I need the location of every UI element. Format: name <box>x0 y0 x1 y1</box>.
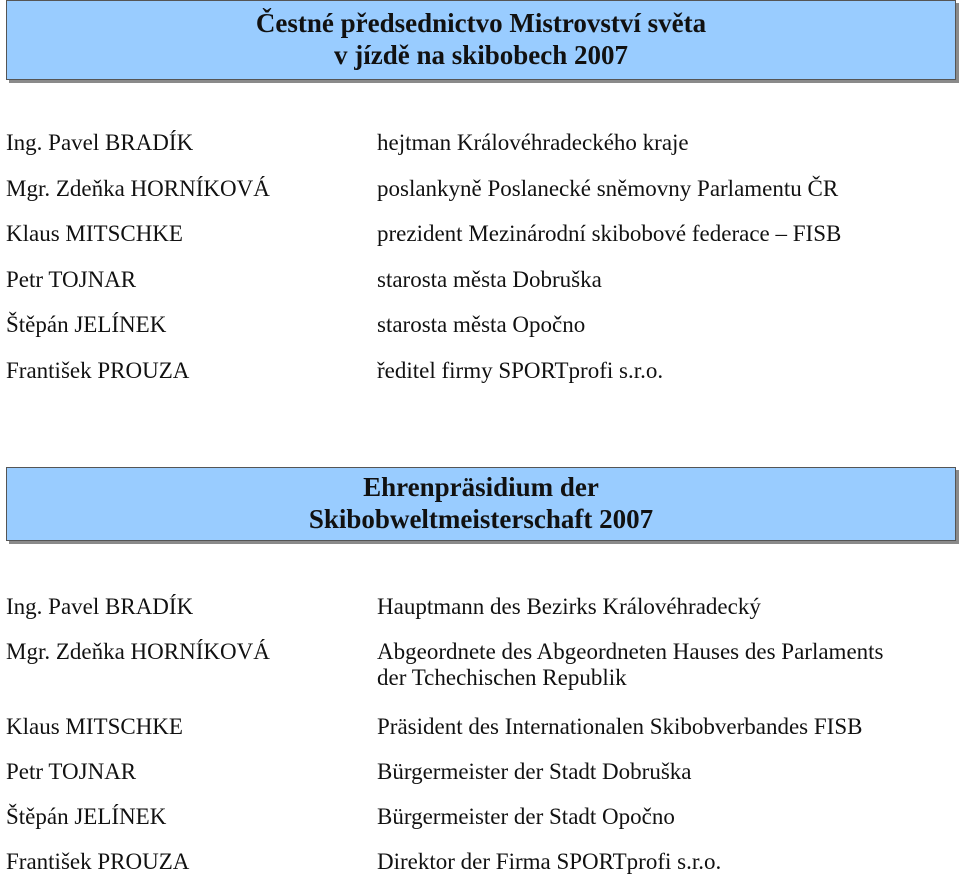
czech-title-line-2: v jízdě na skibobech 2007 <box>333 40 629 70</box>
member-name: František PROUZA <box>6 849 190 874</box>
member-role: hejtman Královéhradeckého kraje <box>377 130 689 155</box>
member-row <box>0 843 960 888</box>
member-row <box>0 306 960 352</box>
czech-member-list <box>0 124 960 398</box>
member-name: Mgr. Zdeňka HORNÍKOVÁ <box>6 639 270 664</box>
member-row <box>0 753 960 798</box>
member-role: poslankyně Poslanecké sněmovny Parlamentu ČR <box>377 175 839 201</box>
german-title-banner <box>6 467 956 541</box>
member-row <box>0 352 960 398</box>
member-role: Bürgermeister der Stadt Dobruška <box>377 759 692 784</box>
member-name: Petr TOJNAR <box>6 266 137 292</box>
german-title-line-1: Ehrenpräsidium der <box>363 472 599 503</box>
member-name: Klaus MITSCHKE <box>6 221 183 247</box>
member-role: Bürgermeister der Stadt Opočno <box>377 804 675 829</box>
member-role: starosta města Dobruška <box>377 266 602 292</box>
member-name: Štěpán JELÍNEK <box>6 312 167 338</box>
member-name: Ing. Pavel BRADÍK <box>6 130 194 155</box>
member-row <box>0 215 960 261</box>
german-title-line-2: Skibobweltmeisterschaft 2007 <box>308 504 654 534</box>
member-name: Klaus MITSCHKE <box>6 714 183 739</box>
member-row <box>0 798 960 843</box>
member-role: ředitel firmy SPORTprofi s.r.o. <box>377 357 664 383</box>
member-role: Abgeordnete des Abgeordneten Hauses des Parlaments der Tchechischen Republik <box>377 639 884 690</box>
member-name: Ing. Pavel BRADÍK <box>6 594 194 619</box>
member-name: Mgr. Zdeňka HORNÍKOVÁ <box>6 175 270 201</box>
czech-title-banner <box>6 0 956 80</box>
member-row <box>0 588 960 633</box>
member-row <box>0 124 960 170</box>
member-role: prezident Mezinárodní skibobové federace – FISB <box>377 221 842 247</box>
member-name: František PROUZA <box>6 357 190 383</box>
member-name: Petr TOJNAR <box>6 759 137 784</box>
member-row <box>0 261 960 307</box>
member-role: Hauptmann des Bezirks Královéhradecký <box>377 594 761 619</box>
german-member-list <box>0 588 960 888</box>
czech-title-line-1: Čestné předsednictvo Mistrovství světa <box>255 8 707 39</box>
member-role: Direktor der Firma SPORTprofi s.r.o. <box>377 849 722 874</box>
member-role: starosta města Opočno <box>377 312 586 338</box>
member-row <box>0 170 960 216</box>
member-role: Präsident des Internationalen Skibobverbandes FISB <box>377 714 863 739</box>
member-row <box>0 708 960 753</box>
member-name: Štěpán JELÍNEK <box>6 804 167 829</box>
member-row <box>0 633 960 708</box>
